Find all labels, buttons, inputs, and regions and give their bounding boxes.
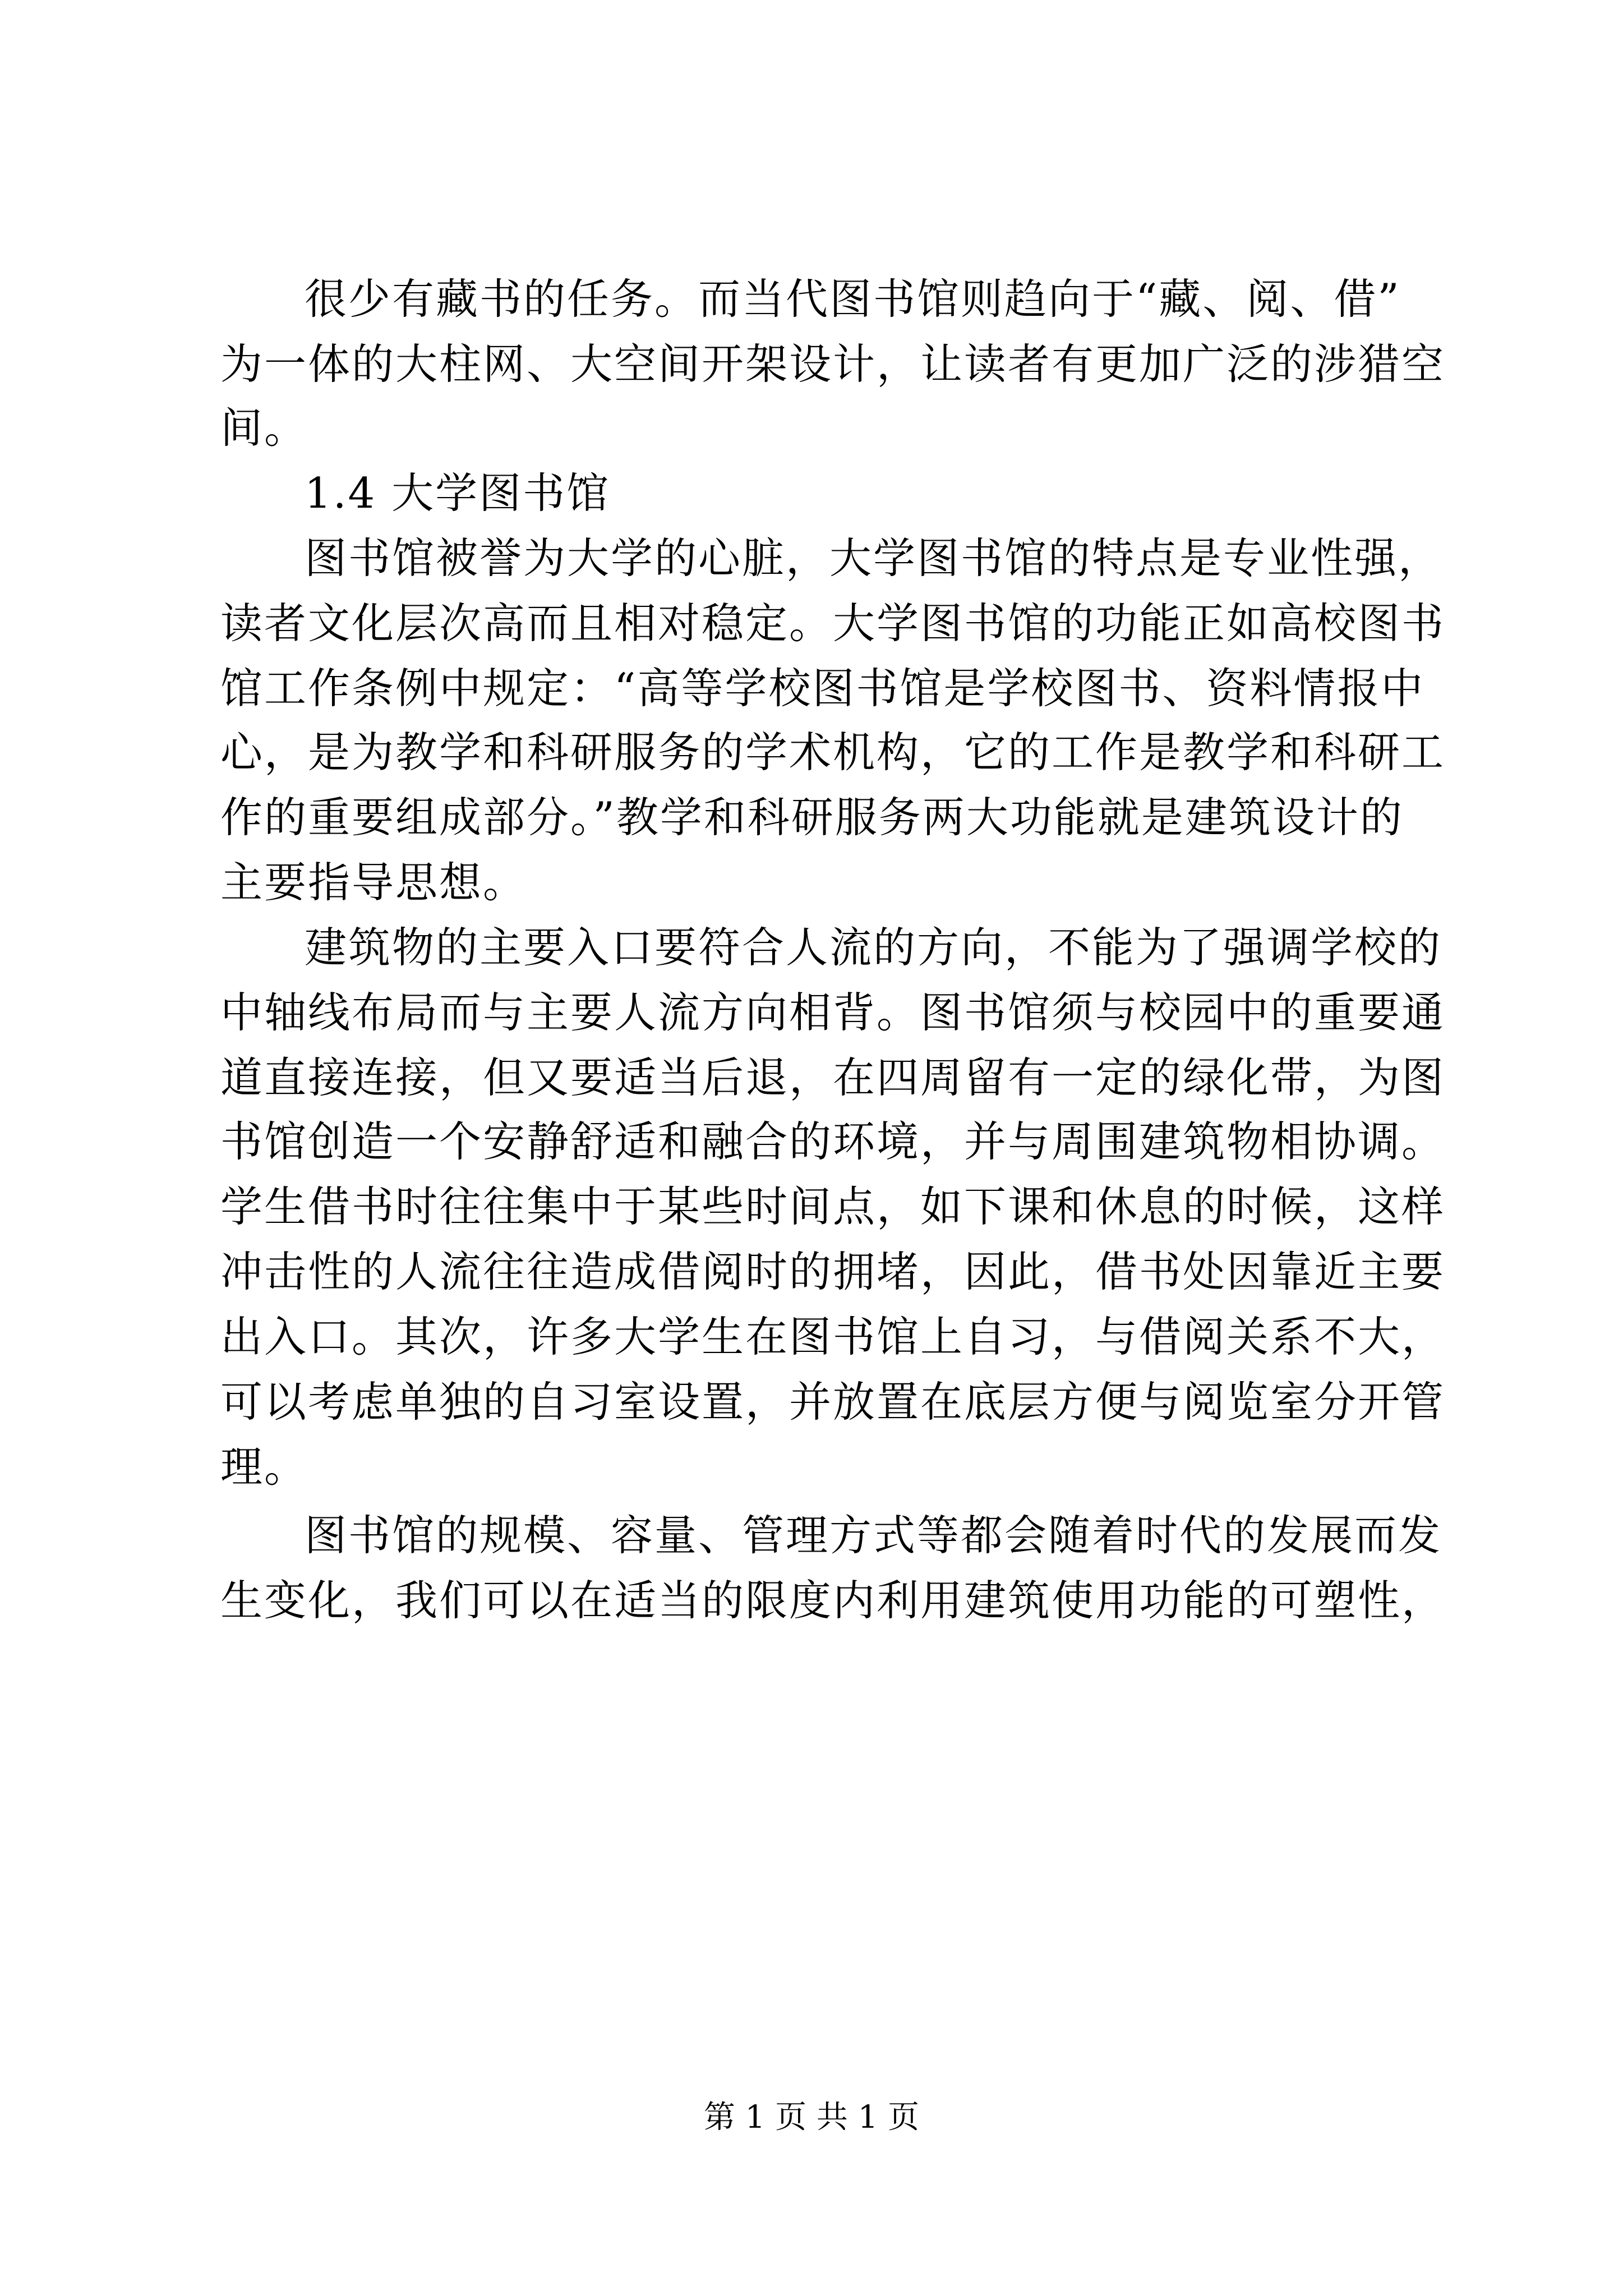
text-line: 冲击性的人流往往造成借阅时的拥堵，因此，借书处因靠近主要: [220, 1247, 1446, 1296]
text-line: 为一体的大柱网、大空间开架设计，让读者有更加广泛的涉猎空: [220, 339, 1446, 389]
text-line: 建筑物的主要入口要符合人流的方向，不能为了强调学校的: [305, 923, 1442, 972]
text-line: 主要指导思想。: [220, 858, 527, 907]
text-line: 书馆创造一个安静舒适和融合的环境，并与周围建筑物相协调。: [220, 1117, 1446, 1166]
text-line: 学生借书时往往集中于某些时间点，如下课和休息的时候，这样: [220, 1182, 1446, 1231]
text-line: 馆工作条例中规定：“高等学校图书馆是学校图书、资料情报中: [220, 664, 1425, 713]
body-text: [220, 264, 1446, 1636]
text-line: 道直接连接，但又要适当后退，在四周留有一定的绿化带，为图: [220, 1053, 1446, 1102]
text-line: 图书馆的规模、容量、管理方式等都会随着时代的发展而发: [305, 1511, 1442, 1560]
text-line: 很少有藏书的任务。而当代图书馆则趋向于“藏、阅、借”: [305, 274, 1401, 324]
page-footer: 第 1 页 共 1 页: [703, 2099, 920, 2136]
text-line: 间。: [220, 403, 308, 453]
text-line: 理。: [220, 1442, 308, 1492]
text-line: 生变化，我们可以在适当的限度内利用建筑使用功能的可塑性，: [220, 1576, 1446, 1625]
section-heading: 1.4 大学图书馆: [305, 468, 611, 518]
text-line: 心，是为教学和科研服务的学术机构，它的工作是教学和科研工: [220, 728, 1446, 777]
text-line: 图书馆被誉为大学的心脏，大学图书馆的特点是专业性强，: [305, 533, 1442, 583]
text-line: 读者文化层次高而且相对稳定。大学图书馆的功能正如高校图书: [220, 599, 1446, 648]
text-line: 可以考虑单独的自习室设置，并放置在底层方便与阅览室分开管: [220, 1377, 1446, 1427]
text-line: 作的重要组成部分。”教学和科研服务两大功能就是建筑设计的: [220, 793, 1404, 842]
text-line: 出入口。其次，许多大学生在图书馆上自习，与借阅关系不大，: [220, 1312, 1446, 1361]
text-line: 中轴线布局而与主要人流方向相背。图书馆须与校园中的重要通: [220, 988, 1446, 1037]
